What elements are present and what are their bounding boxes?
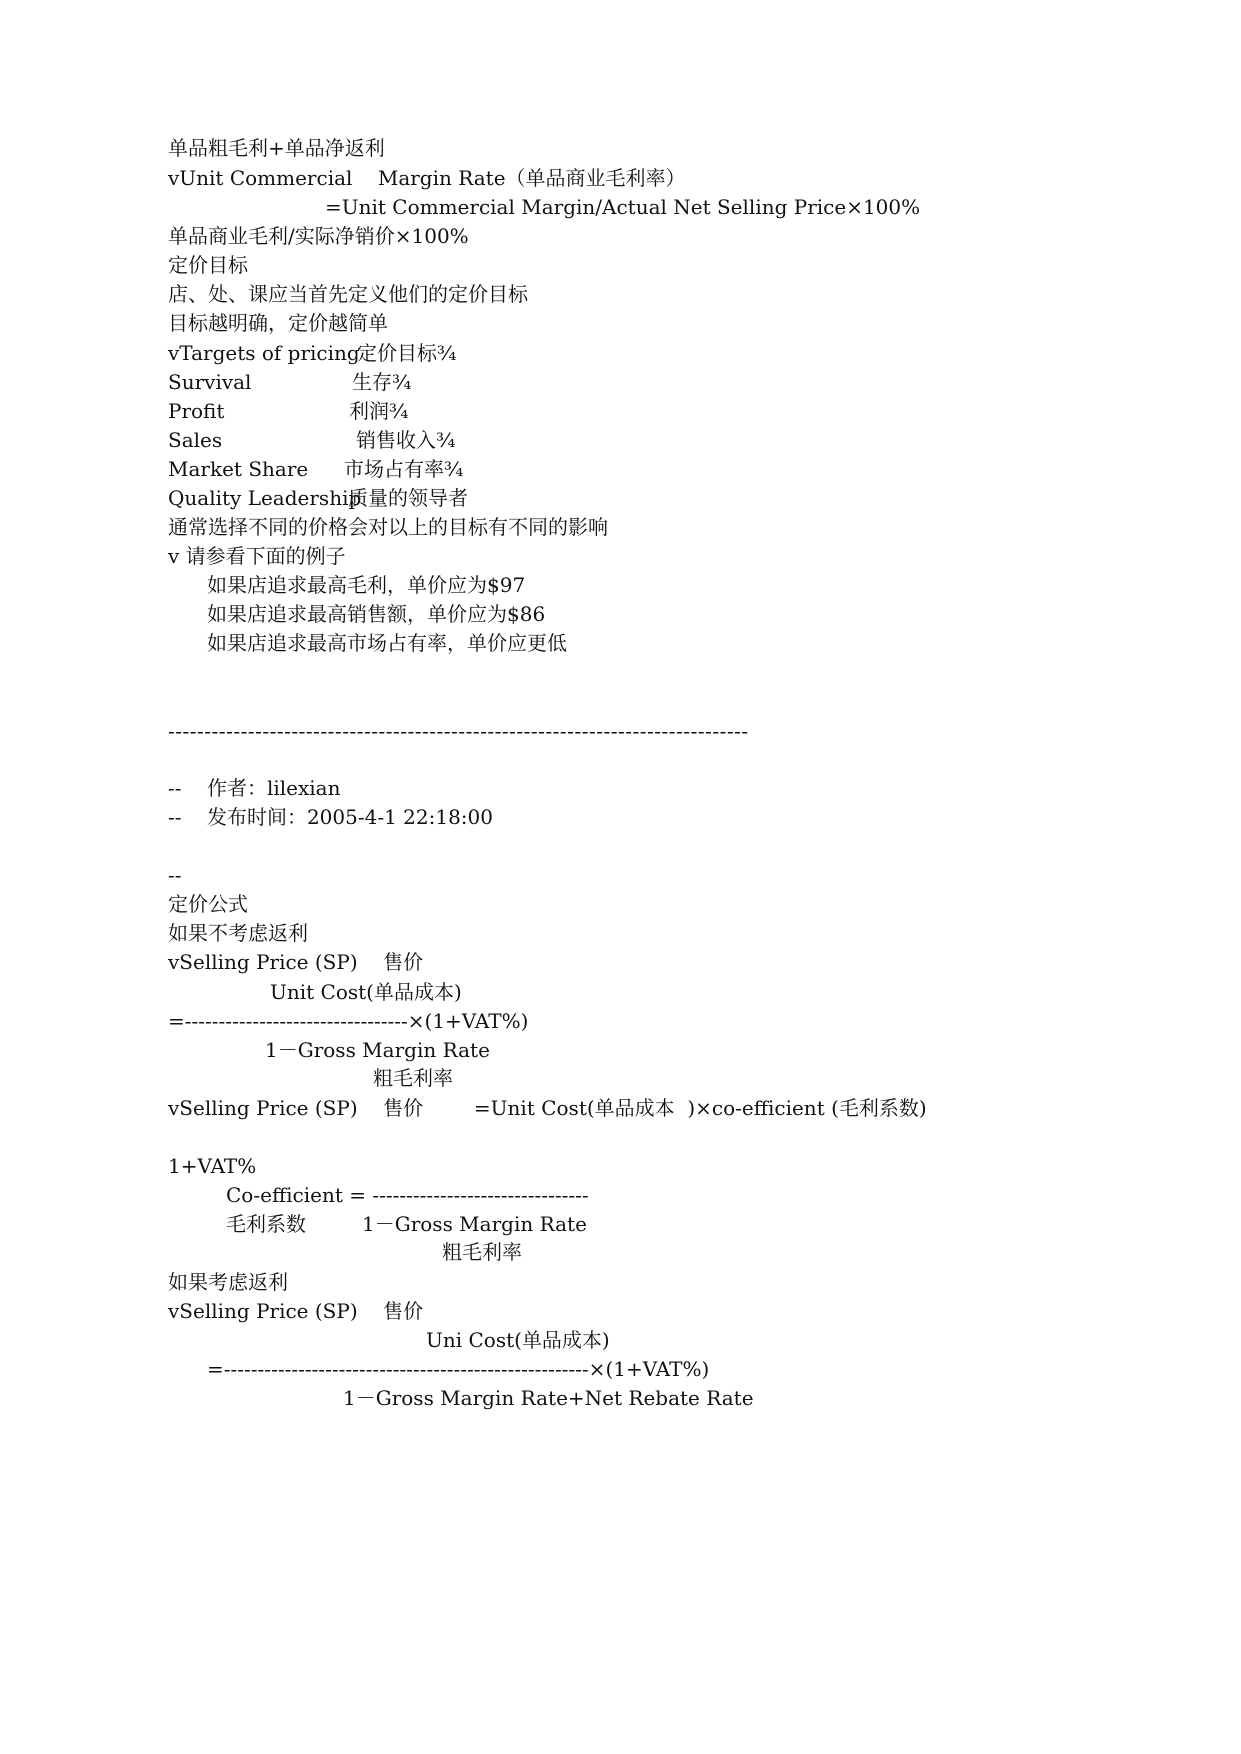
target-item-profit-en: Profit xyxy=(168,399,225,423)
author-line: -- 作者：lilexian xyxy=(168,776,341,800)
example-item-max-market-share: 如果店追求最高市场占有率，单价应更低 xyxy=(207,631,567,655)
target-item-market-share-en: Market Share xyxy=(168,457,309,481)
targets-note: 通常选择不同的价格会对以上的目标有不同的影响 xyxy=(168,515,608,539)
coefficient-definition: Co-efficient = -------------------------------- xyxy=(226,1183,589,1207)
fraction2-denominator: 1－Gross Margin Rate+Net Rebate Rate xyxy=(343,1386,754,1410)
fraction2-bar: =------------------------------------------------------×(1+VAT%) xyxy=(207,1357,710,1381)
coefficient-label-cn: 毛利系数 xyxy=(226,1212,306,1236)
selling-price-coefficient-formula: vSelling Price (SP) 售价 =Unit Cost(单品成本 )×co-efficient (毛利系数) xyxy=(168,1096,927,1120)
fraction1-numerator: Unit Cost(单品成本) xyxy=(270,980,462,1004)
target-item-sales-cn: 销售收入¾ xyxy=(356,428,456,452)
target-item-quality-leadership-cn: 质量的领导者 xyxy=(348,486,468,510)
formula-unit-commercial-margin-cn: 单品商业毛利/实际净销价×100% xyxy=(168,224,469,248)
fraction1-denominator-cn: 粗毛利率 xyxy=(373,1066,453,1090)
target-item-quality-leadership-en: Quality Leadership xyxy=(168,486,362,510)
target-item-sales-en: Sales xyxy=(168,428,223,452)
example-item-max-sales: 如果店追求最高销售额，单价应为$86 xyxy=(207,602,546,626)
separator-line: -------------------------------------------------------------------------------- xyxy=(168,719,749,743)
formula-unit-commercial-margin: =Unit Commercial Margin/Actual Net Selling Price×100% xyxy=(325,195,921,219)
fraction1-denominator: 1－Gross Margin Rate xyxy=(265,1038,490,1062)
dash-line: -- xyxy=(168,863,182,887)
text-line-margin-sum: 单品粗毛利+单品净返利 xyxy=(168,136,385,160)
coefficient-numerator: 1+VAT% xyxy=(168,1154,257,1178)
text-line-clear-targets: 目标越明确，定价越简单 xyxy=(168,311,388,335)
target-item-market-share-cn: 市场占有率¾ xyxy=(344,457,464,481)
selling-price-label-2: vSelling Price (SP) 售价 xyxy=(168,1299,424,1323)
example-item-max-margin: 如果店追求最高毛利，单价应为$97 xyxy=(207,573,526,597)
text-line-define-targets: 店、处、课应当首先定义他们的定价目标 xyxy=(168,282,528,306)
selling-price-label-1: vSelling Price (SP) 售价 xyxy=(168,950,424,974)
coefficient-denominator: 1－Gross Margin Rate xyxy=(362,1212,587,1236)
target-item-survival-cn: 生存¾ xyxy=(352,370,412,394)
heading-pricing-formula: 定价公式 xyxy=(168,892,248,916)
fraction1-bar: =---------------------------------×(1+VAT%) xyxy=(168,1009,529,1033)
examples-title: v 请参看下面的例子 xyxy=(168,544,346,568)
target-item-survival-en: Survival xyxy=(168,370,252,394)
text-line-unit-commercial-margin-rate: vUnit Commercial Margin Rate（单品商业毛利率） xyxy=(168,166,686,190)
coefficient-denominator-cn: 粗毛利率 xyxy=(442,1240,522,1264)
case-without-rebate: 如果不考虑返利 xyxy=(168,921,308,945)
fraction2-numerator: Uni Cost(单品成本) xyxy=(426,1328,610,1352)
heading-pricing-target: 定价目标 xyxy=(168,253,248,277)
targets-header-en: vTargets of pricing xyxy=(168,341,360,365)
targets-header-cn: 定价目标¾ xyxy=(357,341,457,365)
target-item-profit-cn: 利润¾ xyxy=(349,399,409,423)
published-time-line: -- 发布时间：2005-4-1 22:18:00 xyxy=(168,805,493,829)
case-with-rebate: 如果考虑返利 xyxy=(168,1270,288,1294)
